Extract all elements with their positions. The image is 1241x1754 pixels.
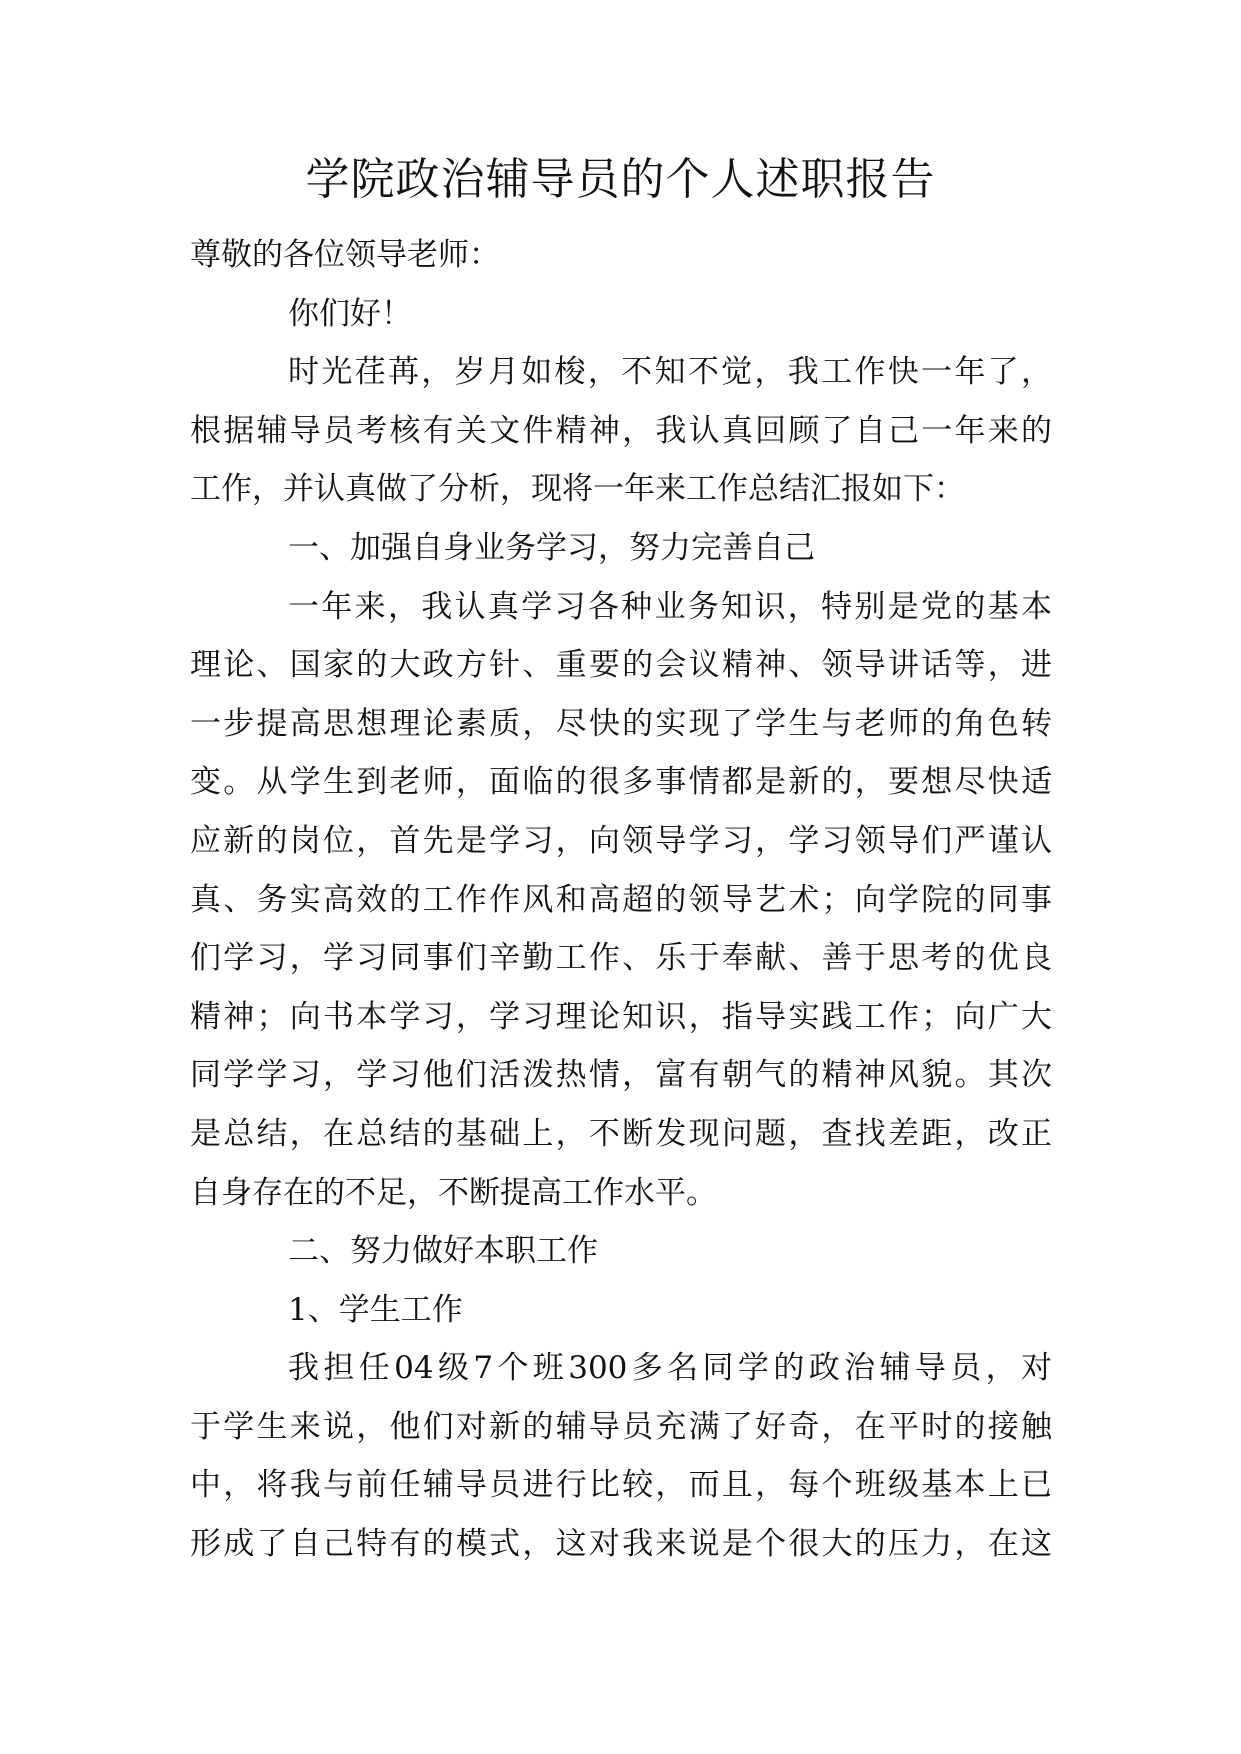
paragraph-line: 中，将我与前任辅导员进行比较，而且，每个班级基本上已: [190, 1467, 1052, 1504]
section-heading: 二、努力做好本职工作: [288, 1233, 598, 1270]
paragraph-line: 变。从学生到老师，面临的很多事情都是新的，要想尽快适: [190, 764, 1052, 801]
paragraph-line: 一年来，我认真学习各种业务知识，特别是党的基本: [288, 588, 1052, 625]
section-heading: 一、加强自身业务学习，努力完善自己: [288, 529, 815, 566]
greeting-line: 你们好！: [288, 295, 412, 332]
document-title: 学院政治辅导员的个人述职报告: [305, 154, 936, 205]
paragraph-line: 应新的岗位，首先是学习，向领导学习，学习领导们严谨认: [190, 822, 1052, 859]
paragraph-line: 真、务实高效的工作作风和高超的领导艺术；向学院的同事: [190, 881, 1052, 918]
paragraph-line: 们学习，学习同事们辛勤工作、乐于奉献、善于思考的优良: [190, 940, 1052, 977]
paragraph-line: 一步提高思想理论素质，尽快的实现了学生与老师的角色转: [190, 705, 1052, 742]
paragraph-line: 于学生来说，他们对新的辅导员充满了好奇，在平时的接触: [190, 1408, 1052, 1445]
paragraph-line: 理论、国家的大政方针、重要的会议精神、领导讲话等，进: [190, 647, 1052, 684]
paragraph-line: 形成了自己特有的模式，这对我来说是个很大的压力，在这: [190, 1526, 1052, 1563]
salutation-line: 尊敬的各位领导老师：: [190, 237, 500, 273]
document-body: [190, 226, 1052, 1574]
paragraph-line: 自身存在的不足，不断提高工作水平。: [190, 1174, 717, 1211]
paragraph-line: 是总结，在总结的基础上，不断发现问题，查找差距，改正: [190, 1115, 1052, 1152]
paragraph-line: 同学学习，学习他们活泼热情，富有朝气的精神风貌。其次: [190, 1057, 1052, 1094]
paragraph-line: 精神；向书本学习，学习理论知识，指导实践工作；向广大: [190, 998, 1052, 1035]
paragraph-line: 根据辅导员考核有关文件精神，我认真回顾了自己一年来的: [190, 412, 1052, 449]
paragraph-line: 我担任04级7个班300多名同学的政治辅导员，对: [288, 1350, 1052, 1387]
paragraph-line: 时光荏苒，岁月如梭，不知不觉，我工作快一年了，: [288, 354, 1052, 391]
subsection-heading: 1、学生工作: [288, 1291, 463, 1328]
paragraph-line: 工作，并认真做了分析，现将一年来工作总结汇报如下：: [190, 471, 965, 508]
